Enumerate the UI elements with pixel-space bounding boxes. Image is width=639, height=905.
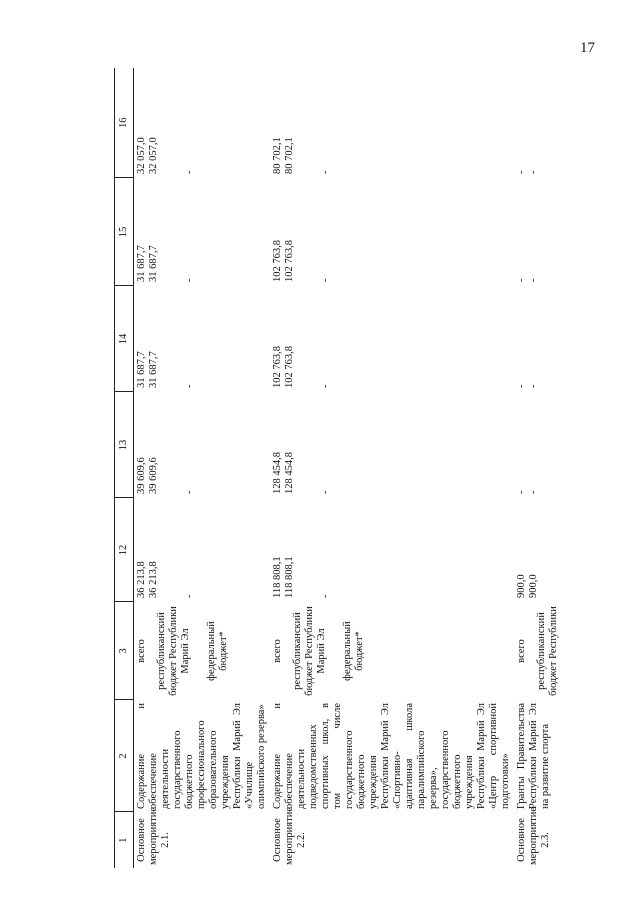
sources-cell: [514, 602, 576, 700]
value-republic: -: [528, 384, 539, 388]
value-total: 900,0: [516, 574, 527, 598]
source-total: всего: [516, 639, 527, 663]
values-13: [134, 392, 271, 498]
value-total: 118 808,1: [272, 556, 283, 598]
values-13: [514, 392, 576, 498]
value-total: 39 609,6: [136, 457, 147, 494]
source-total: всего: [272, 639, 283, 663]
values-14: [134, 286, 271, 392]
col-header-14: 14: [115, 286, 134, 392]
col-header-16: 16: [115, 68, 134, 178]
value-total: 36 213,8: [136, 561, 147, 598]
value-federal: -: [184, 384, 195, 388]
col-header-3: 3: [115, 602, 134, 700]
value-republic: 102 763,8: [284, 346, 295, 388]
value-republic: 102 763,8: [284, 240, 295, 282]
col-header-2: 2: [115, 700, 134, 812]
value-republic: 36 213,8: [148, 561, 159, 598]
value-republic: 32 057,0: [148, 137, 159, 174]
event-cell: Основное мероприятие 2.2.: [272, 807, 307, 865]
value-total: -: [516, 384, 527, 388]
header-row: [115, 68, 134, 868]
value-federal: -: [184, 170, 195, 174]
value-federal: -: [184, 594, 195, 598]
source-federal: федеральный бюджет*: [342, 621, 365, 681]
sources-cell: [270, 602, 514, 700]
table-row: [270, 68, 514, 868]
col-header-1: 1: [115, 812, 134, 868]
value-federal: -: [184, 490, 195, 494]
source-federal: федеральный бюджет*: [206, 621, 229, 681]
source-republic: республиканский бюджет Республики Марий Эл: [292, 606, 327, 696]
description-cell: Содержание и обеспечение деятельности подведомственных спортивных школ, в том числе государственного бюджетного учреждения Республики Марий Эл «Спортивно-адаптивная школа паралимпийского резерва», государственного бюджетного учреждения Республики Марий Эл «Центр спортивной подготовки»: [272, 703, 511, 809]
value-federal: -: [320, 594, 331, 598]
values-15: [270, 178, 514, 286]
values-16: [134, 68, 271, 178]
source-republic: республиканский бюджет Республики Марий Эл: [156, 606, 191, 696]
values-13: [270, 392, 514, 498]
values-15: [134, 178, 271, 286]
col-header-13: 13: [115, 392, 134, 498]
value-total: 32 057,0: [136, 137, 147, 174]
sources-cell: [134, 602, 271, 700]
value-total: 31 687,7: [136, 245, 147, 282]
col-header-15: 15: [115, 178, 134, 286]
value-republic: 80 702,1: [284, 137, 295, 174]
value-total: 102 763,8: [272, 346, 283, 388]
budget-table: [114, 68, 576, 868]
value-federal: -: [320, 170, 331, 174]
values-16: [270, 68, 514, 178]
value-federal: -: [184, 278, 195, 282]
values-14: [270, 286, 514, 392]
values-16: [514, 68, 576, 178]
values-12: [514, 498, 576, 602]
values-12: [134, 498, 271, 602]
value-republic: 128 454,8: [284, 452, 295, 494]
rotated-page: [114, 68, 584, 868]
value-total: 80 702,1: [272, 137, 283, 174]
value-republic: 31 687,7: [148, 245, 159, 282]
values-14: [514, 286, 576, 392]
value-total: 31 687,7: [136, 351, 147, 388]
value-republic: 900,0: [528, 574, 539, 598]
value-republic: 31 687,7: [148, 351, 159, 388]
table-row: [134, 68, 271, 868]
value-total: -: [516, 490, 527, 494]
value-total: 128 454,8: [272, 452, 283, 494]
value-republic: 118 808,1: [284, 556, 295, 598]
value-total: 102 763,8: [272, 240, 283, 282]
event-cell: Основное мероприятие 2.1.: [136, 807, 171, 865]
value-total: -: [516, 170, 527, 174]
value-republic: -: [528, 170, 539, 174]
value-republic: 39 609,6: [148, 457, 159, 494]
values-12: [270, 498, 514, 602]
table-row: [514, 68, 576, 868]
value-republic: -: [528, 278, 539, 282]
values-15: [514, 178, 576, 286]
description-cell: Гранты Правительства Республики Марий Эл на развитие спорта: [516, 703, 551, 809]
col-header-12: 12: [115, 498, 134, 602]
value-total: -: [516, 278, 527, 282]
source-total: всего: [136, 639, 147, 663]
event-cell: Основное мероприятие 2.3.: [516, 807, 551, 865]
page-number: 17: [580, 40, 595, 56]
value-federal: -: [320, 490, 331, 494]
description-cell: Содержание и обеспечение деятельности государственного бюджетного профессионального образовательного учреждения Республики Марий Эл «Училище олимпийского резерва»: [136, 703, 267, 809]
value-federal: -: [320, 278, 331, 282]
value-republic: -: [528, 490, 539, 494]
source-republic: республиканский бюджет Республики: [536, 606, 559, 696]
value-federal: -: [320, 384, 331, 388]
